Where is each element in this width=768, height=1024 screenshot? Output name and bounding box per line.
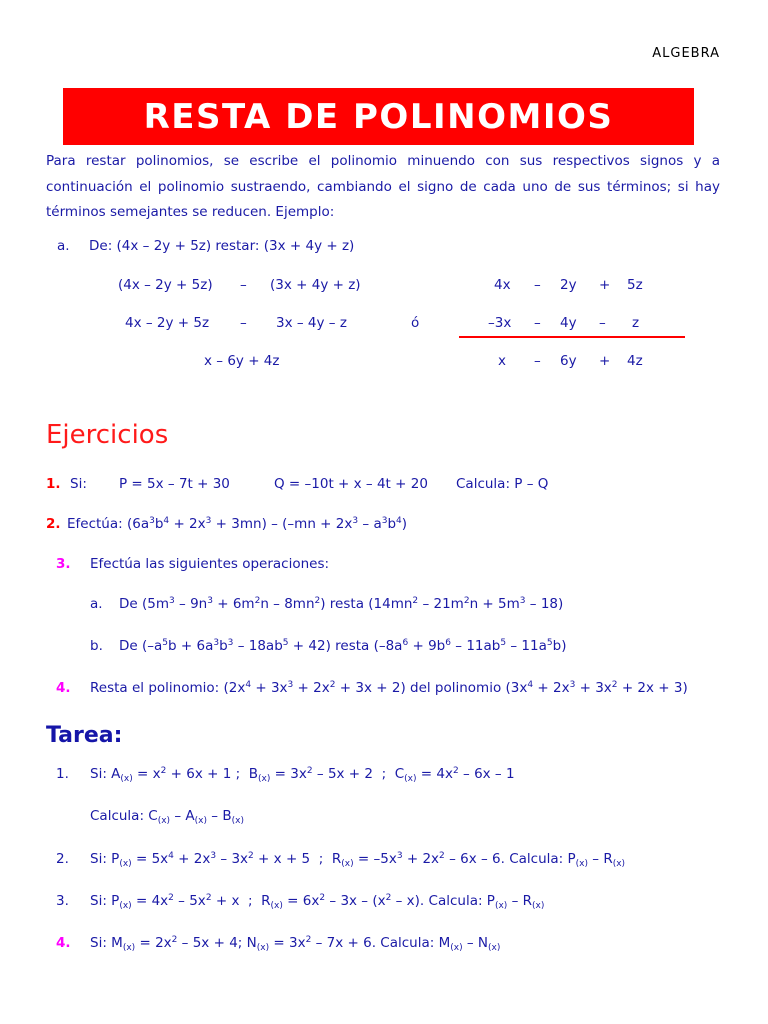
task-1-number: 1. <box>56 766 69 782</box>
task-1-text: Si: $A_{(x)} = x^2 + 6x + 1$ ; $B_{(x)} = 3x^2 - 5x + 2$ ; $C_{(x)} = 4x^2 - 6x - 1$ <box>90 766 515 784</box>
col-r2-op1: – <box>534 315 541 331</box>
example-marker: a. <box>57 238 70 254</box>
exercise-2-text: Efectúa: $(6a^3b^4 + 2x^3 + 3mn) - (-mn + 2x^3 - a^3b^4)$ <box>67 516 408 532</box>
col-r2-term3: z <box>632 315 640 331</box>
header-subject: ALGEBRA <box>652 46 720 61</box>
ejercicios-heading: Ejercicios <box>46 420 169 450</box>
task-2-text: Si: $P_{(x)} = 5x^4 + 2x^3 - 3x^2 + x + 5$ ; $R_{(x)} = -5x^3 + 2x^2 - 6x - 6$. Calcula: $P_{(x)} - R_{(x)}$ <box>90 851 626 869</box>
col-r1-term1: 4x <box>494 277 511 293</box>
page-title: RESTA DE POLINOMIOS <box>63 88 694 145</box>
col-r2-term1: –3x <box>488 315 512 331</box>
col-r3-op2: + <box>599 353 611 369</box>
task-4-text: Si: $M_{(x)} = 2x^2 - 5x + 4$; $N_{(x)} = 3x^2 - 7x + 6$. Calcula: $M_{(x)} - N_{(x)}$ <box>90 935 501 953</box>
exercise-3b-text: De $(-a^5b + 6a^3b^3 - 18ab^5 + 42)$ resta $(-8a^6 + 9b^6 - 11ab^5 - 11a^5b)$ <box>119 638 567 654</box>
col-r1-op2: + <box>599 277 611 293</box>
task-3-number: 3. <box>56 893 69 909</box>
exercise-1-si: Si: <box>70 476 87 492</box>
col-r1-op1: – <box>534 277 541 293</box>
task-1-calc: Calcula: $C_{(x)} - A_{(x)} - B_{(x)}$ <box>90 808 244 826</box>
col-r3-term3: 4z <box>627 353 643 369</box>
exercise-1-number: 1. <box>46 476 61 492</box>
example-row2-minus: – <box>240 315 247 331</box>
col-r3-op1: – <box>534 353 541 369</box>
example-row1-right: (3x + 4y + z) <box>270 277 361 293</box>
task-3-text: Si: $P_{(x)} = 4x^2 - 5x^2 + x$ ; $R_{(x)} = 6x^2 - 3x - (x^2 - x)$. Calcula: $P_{(x)} - R_{(x)}$ <box>90 893 545 911</box>
col-r1-term3: 5z <box>627 277 643 293</box>
exercise-4-number: 4. <box>56 680 71 696</box>
example-row3-result: x – 6y + 4z <box>204 353 280 369</box>
col-r1-term2: 2y <box>560 277 577 293</box>
col-r2-op2: – <box>599 315 606 331</box>
task-2-number: 2. <box>56 851 69 867</box>
task-1-calc-label: Calcula: <box>90 808 144 824</box>
example-row1-left: (4x – 2y + 5z) <box>118 277 213 293</box>
exercise-3-number: 3. <box>56 556 71 572</box>
exercise-3b-marker: b. <box>90 638 103 654</box>
exercise-4-text: Resta el polinomio: $(2x^4 + 3x^3 + 2x^2 + 3x + 2)$ del polinomio $(3x^4 + 2x^3 + 3x^2 + 2x + 3)$ <box>90 680 688 696</box>
example-row2-left: 4x – 2y + 5z <box>125 315 210 331</box>
example-statement: De: (4x – 2y + 5z) restar: (3x + 4y + z) <box>89 238 355 254</box>
exercise-3-text: Efectúa las siguientes operaciones: <box>90 556 330 572</box>
example-row2-right: 3x – 4y – z <box>276 315 347 331</box>
exercise-3a-marker: a. <box>90 596 103 612</box>
example-or: ó <box>411 315 420 331</box>
task-4-number: 4. <box>56 935 71 951</box>
col-r3-term2: 6y <box>560 353 577 369</box>
exercise-1-q: Q = –10t + x – 4t + 20 <box>274 476 428 492</box>
column-divider-line <box>459 336 685 338</box>
exercise-2-number: 2. <box>46 516 61 532</box>
intro-paragraph: Para restar polinomios, se escribe el polinomio minuendo con sus respectivos signos y a continuación el polinomio sustraendo, cambiando el signo de cada uno de sus términos; si hay términos semejantes se reducen. Ejemplo: <box>46 153 720 220</box>
col-r2-term2: 4y <box>560 315 577 331</box>
tarea-heading: Tarea: <box>46 723 123 748</box>
col-r3-term1: x <box>498 353 506 369</box>
exercise-1-p: P = 5x – 7t + 30 <box>119 476 230 492</box>
exercise-3a-text: De $(5m^3 - 9n^3 + 6m^2n - 8mn^2)$ resta $(14mn^2 - 21m^2n + 5m^3 - 18)$ <box>119 596 564 612</box>
exercise-1-calc: Calcula: P – Q <box>456 476 549 492</box>
example-row1-minus: – <box>240 277 247 293</box>
